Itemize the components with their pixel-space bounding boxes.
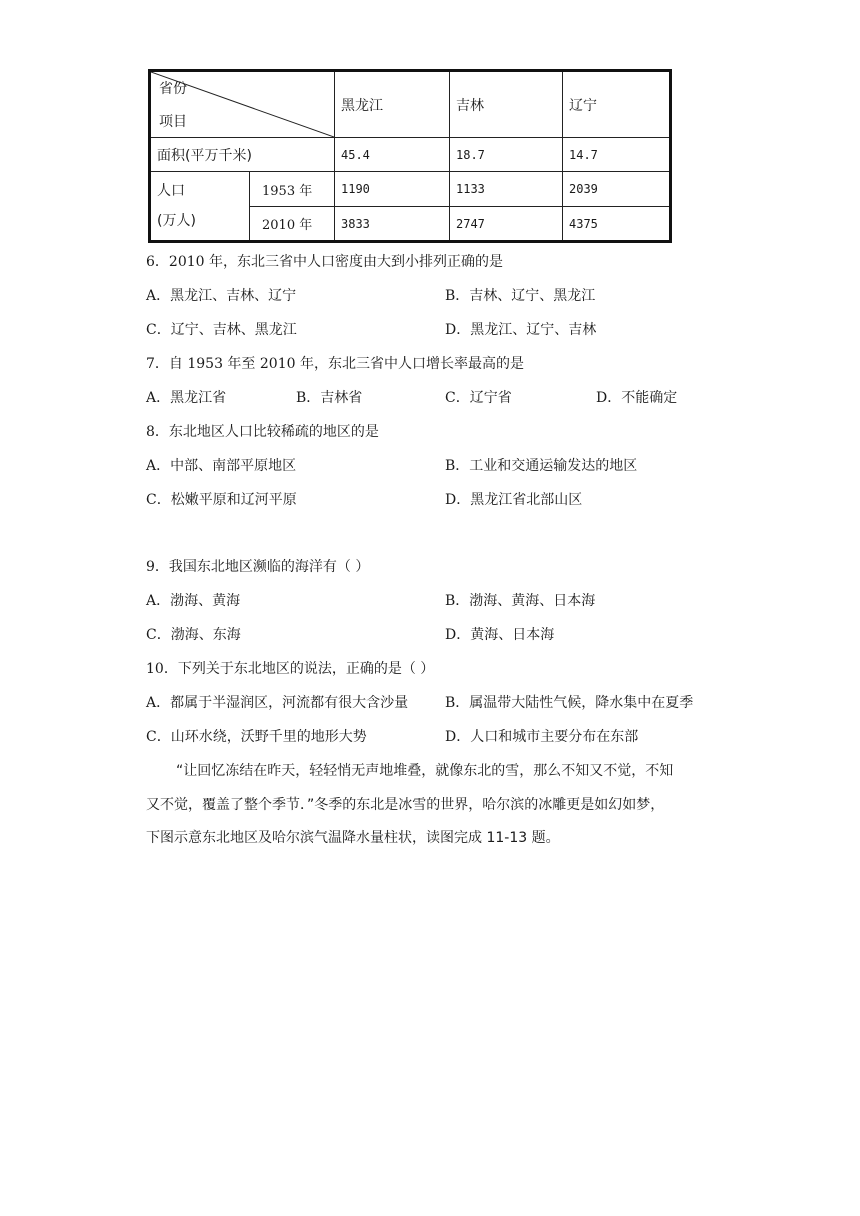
diagonal-header-cell [150, 71, 335, 138]
area-label: 面积(平万千米) [150, 138, 335, 172]
question-10-stem: 10．下列关于东北地区的说法，正确的是（ ） [146, 661, 435, 677]
pop-1953-liaoning: 2039 [563, 172, 671, 207]
question-8-option-b: B．工业和交通运输发达的地区 [445, 458, 638, 474]
population-label-line1: 人口 [157, 183, 185, 199]
passage-line-2: 又不觉，覆盖了整个季节．”冬季的东北是冰雪的世界，哈尔滨的冰雕更是如幻如梦， [146, 797, 665, 813]
province-header-heilongjiang: 黑龙江 [335, 71, 450, 138]
question-10-option-c: C．山环水绕，沃野千里的地形大势 [146, 729, 367, 745]
question-9-option-c: C．渤海、东海 [146, 627, 241, 643]
question-9-option-b: B．渤海、黄海、日本海 [445, 593, 596, 609]
question-7-option-b: B．吉林省 [296, 390, 363, 406]
province-header-liaoning: 辽宁 [563, 71, 671, 138]
question-9-option-a: A．渤海、黄海 [146, 593, 241, 609]
question-7-option-c: C．辽宁省 [445, 390, 512, 406]
province-data-table [148, 69, 672, 243]
question-8-option-a: A．中部、南部平原地区 [146, 458, 297, 474]
population-label [150, 172, 250, 242]
area-value-liaoning: 14.7 [563, 138, 671, 172]
passage-line-1: “让回忆冻结在昨天，轻轻悄无声地堆叠，就像东北的雪，那么不知又不觉，不知 [176, 763, 674, 779]
pop-1953-jilin: 1133 [450, 172, 563, 207]
year-2010-label: 2010 年 [250, 207, 335, 242]
question-6-option-d: D．黑龙江、辽宁、吉林 [445, 322, 597, 338]
pop-2010-jilin: 2747 [450, 207, 563, 242]
question-7-option-a: A．黑龙江省 [146, 390, 227, 406]
question-10-option-b: B．属温带大陆性气候，降水集中在夏季 [445, 695, 694, 711]
question-9-stem: 9．我国东北地区濒临的海洋有（ ） [146, 559, 370, 575]
question-7-stem: 7．自 1953 年至 2010 年，东北三省中人口增长率最高的是 [146, 356, 524, 372]
header-province-label: 省份 [159, 81, 187, 97]
province-data-table-container [148, 69, 669, 240]
question-7-option-d: D．不能确定 [596, 390, 678, 406]
question-6-option-c: C．辽宁、吉林、黑龙江 [146, 322, 297, 338]
pop-1953-heilongjiang: 1190 [335, 172, 450, 207]
passage-line-3: 下图示意东北地区及哈尔滨气温降水量柱状，读图完成 11-13 题。 [146, 830, 560, 846]
pop-2010-heilongjiang: 3833 [335, 207, 450, 242]
question-8-stem: 8．东北地区人口比较稀疏的地区的是 [146, 424, 379, 440]
question-6-stem: 6．2010 年，东北三省中人口密度由大到小排列正确的是 [146, 254, 503, 270]
question-8-option-c: C．松嫩平原和辽河平原 [146, 492, 297, 508]
year-1953-label: 1953 年 [250, 172, 335, 207]
question-8-option-d: D．黑龙江省北部山区 [445, 492, 583, 508]
province-header-jilin: 吉林 [450, 71, 563, 138]
question-6-option-a: A．黑龙江、吉林、辽宁 [146, 288, 297, 304]
area-value-heilongjiang: 45.4 [335, 138, 450, 172]
header-item-label: 项目 [159, 114, 187, 130]
population-label-line2: (万人) [157, 213, 196, 229]
question-10-option-a: A．都属于半湿润区，河流都有很大含沙量 [146, 695, 409, 711]
area-value-jilin: 18.7 [450, 138, 563, 172]
question-9-option-d: D．黄海、日本海 [445, 627, 555, 643]
question-6-option-b: B．吉林、辽宁、黑龙江 [445, 288, 596, 304]
pop-2010-liaoning: 4375 [563, 207, 671, 242]
question-10-option-d: D．人口和城市主要分布在东部 [445, 729, 639, 745]
